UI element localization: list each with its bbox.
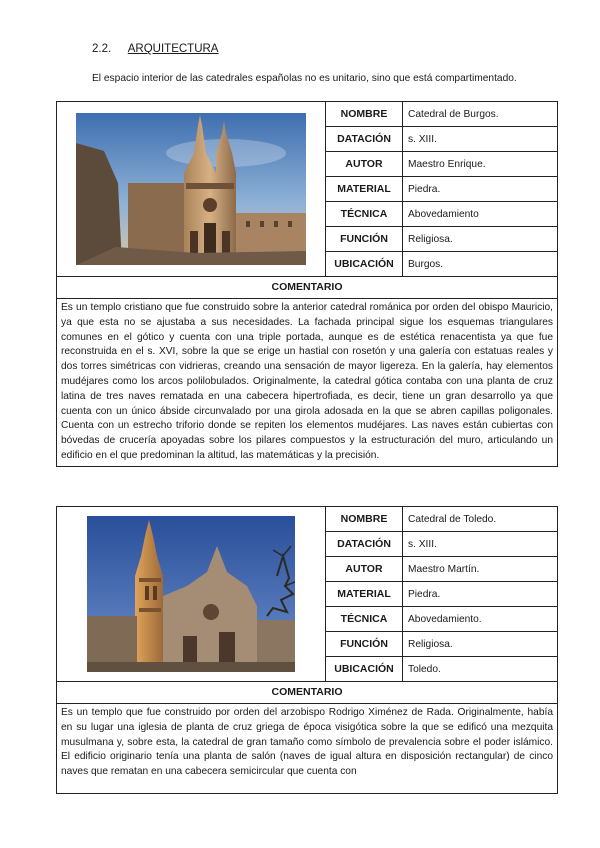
burgos-cathedral-photo: [76, 113, 306, 265]
property-label: NOMBRE: [326, 102, 403, 126]
property-row: [326, 607, 557, 632]
comment-text: Es un templo que fue construido por orden del arzobispo Rodrigo Ximénez de Rada. Originalmente, había en su lugar una iglesia de planta de cruz griega de época visigótica sobre la que se edificó una mezquita musulmana y, sobre esta, la catedral de gran tamaño como símbolo de prevalencia sobre el poder islámico. El edificio originario tenía una planta de salón (naves de igual altura en disposición rectangular) de cinco naves que rematan en una cabecera semicircular que cuenta con: [61, 707, 553, 778]
property-label: MATERIAL: [326, 582, 403, 606]
property-row: [326, 532, 557, 557]
property-label: MATERIAL: [326, 177, 403, 201]
section-number: 2.2.: [92, 43, 112, 55]
property-value: Abovedamiento.: [408, 613, 482, 625]
property-value: Religiosa.: [408, 638, 453, 650]
property-value: Catedral de Burgos.: [408, 108, 499, 120]
property-value: Burgos.: [408, 258, 444, 270]
property-value: Maestro Enrique.: [408, 158, 486, 170]
property-value: Piedra.: [408, 588, 441, 600]
property-row: [326, 507, 557, 532]
property-label: UBICACIÓN: [326, 657, 403, 681]
property-value: Toledo.: [408, 663, 441, 675]
property-label: UBICACIÓN: [326, 252, 403, 276]
section-intro: El espacio interior de las catedrales españolas no es unitario, sino que está compartimentado.: [92, 73, 517, 84]
property-row: [326, 227, 557, 252]
property-row: [326, 632, 557, 657]
toledo-cathedral-photo: [87, 516, 295, 672]
property-value: Maestro Martín.: [408, 563, 480, 575]
property-row: [326, 127, 557, 152]
section-heading: [92, 43, 218, 55]
comment-text: Es un templo cristiano que fue construido sobre la anterior catedral románica por orden del obispo Mauricio, ya que esta no se ajustaba a sus necesidades. La fachada principal sigue los esquemas triangulares comunes en el gótico y cuenta con una triple portada, aunque es de estética renacentista ya que fue reconstruida en el s. XVI, sobre la que se erige un hastial con rosetón y una galería con estatuas reales y dos torres simétricas con vidrieras, creando una sensación de mayor ligereza. En la galería, hay elementos mudéjares como los arcos polilobulados. Originalmente, la catedral gótica contaba con una planta de cruz latina de tres naves rematada en una cabecera hipertrofiada, es decir, tiene un gran desarrollo ya que cuenta con un único ábside circunvalado por una girola adosada en la que se abren capillas poligonales. Cuenta con un estrecho triforio donde se repiten los elementos mudéjares. Las naves están cubiertas con bóvedas de crucería apoyadas sobre los pilares compuestos y la estructuración del muro, articulando un edificio en el que predominan la altitud, las matemáticas y la precisión.: [61, 302, 553, 461]
property-row: [326, 557, 557, 582]
property-label: AUTOR: [326, 152, 403, 176]
property-label: TÉCNICA: [326, 202, 403, 226]
property-value: Abovedamiento: [408, 208, 479, 220]
property-value: Religiosa.: [408, 233, 453, 245]
card-header: [57, 102, 557, 277]
property-row: [326, 102, 557, 127]
properties-table: [326, 507, 557, 681]
properties-table: [326, 102, 557, 276]
property-row: [326, 252, 557, 276]
property-row: [326, 202, 557, 227]
property-label: AUTOR: [326, 557, 403, 581]
property-label: FUNCIÓN: [326, 632, 403, 656]
photo-cell: [57, 507, 326, 681]
property-row: [326, 177, 557, 202]
cathedral-card-burgos: [56, 101, 558, 467]
cathedral-card-toledo: [56, 506, 558, 794]
card-header: [57, 507, 557, 682]
property-label: DATACIÓN: [326, 532, 403, 556]
property-row: [326, 657, 557, 681]
property-value: s. XIII.: [408, 133, 437, 145]
property-label: FUNCIÓN: [326, 227, 403, 251]
comment-heading: COMENTARIO: [57, 277, 557, 299]
property-label: NOMBRE: [326, 507, 403, 531]
comment-heading: COMENTARIO: [57, 682, 557, 704]
property-row: [326, 152, 557, 177]
photo-cell: [57, 102, 326, 276]
property-label: DATACIÓN: [326, 127, 403, 151]
property-value: Catedral de Toledo.: [408, 513, 497, 525]
section-title: ARQUITECTURA: [127, 43, 219, 55]
property-row: [326, 582, 557, 607]
property-label: TÉCNICA: [326, 607, 403, 631]
property-value: Piedra.: [408, 183, 441, 195]
property-value: s. XIII.: [408, 538, 437, 550]
